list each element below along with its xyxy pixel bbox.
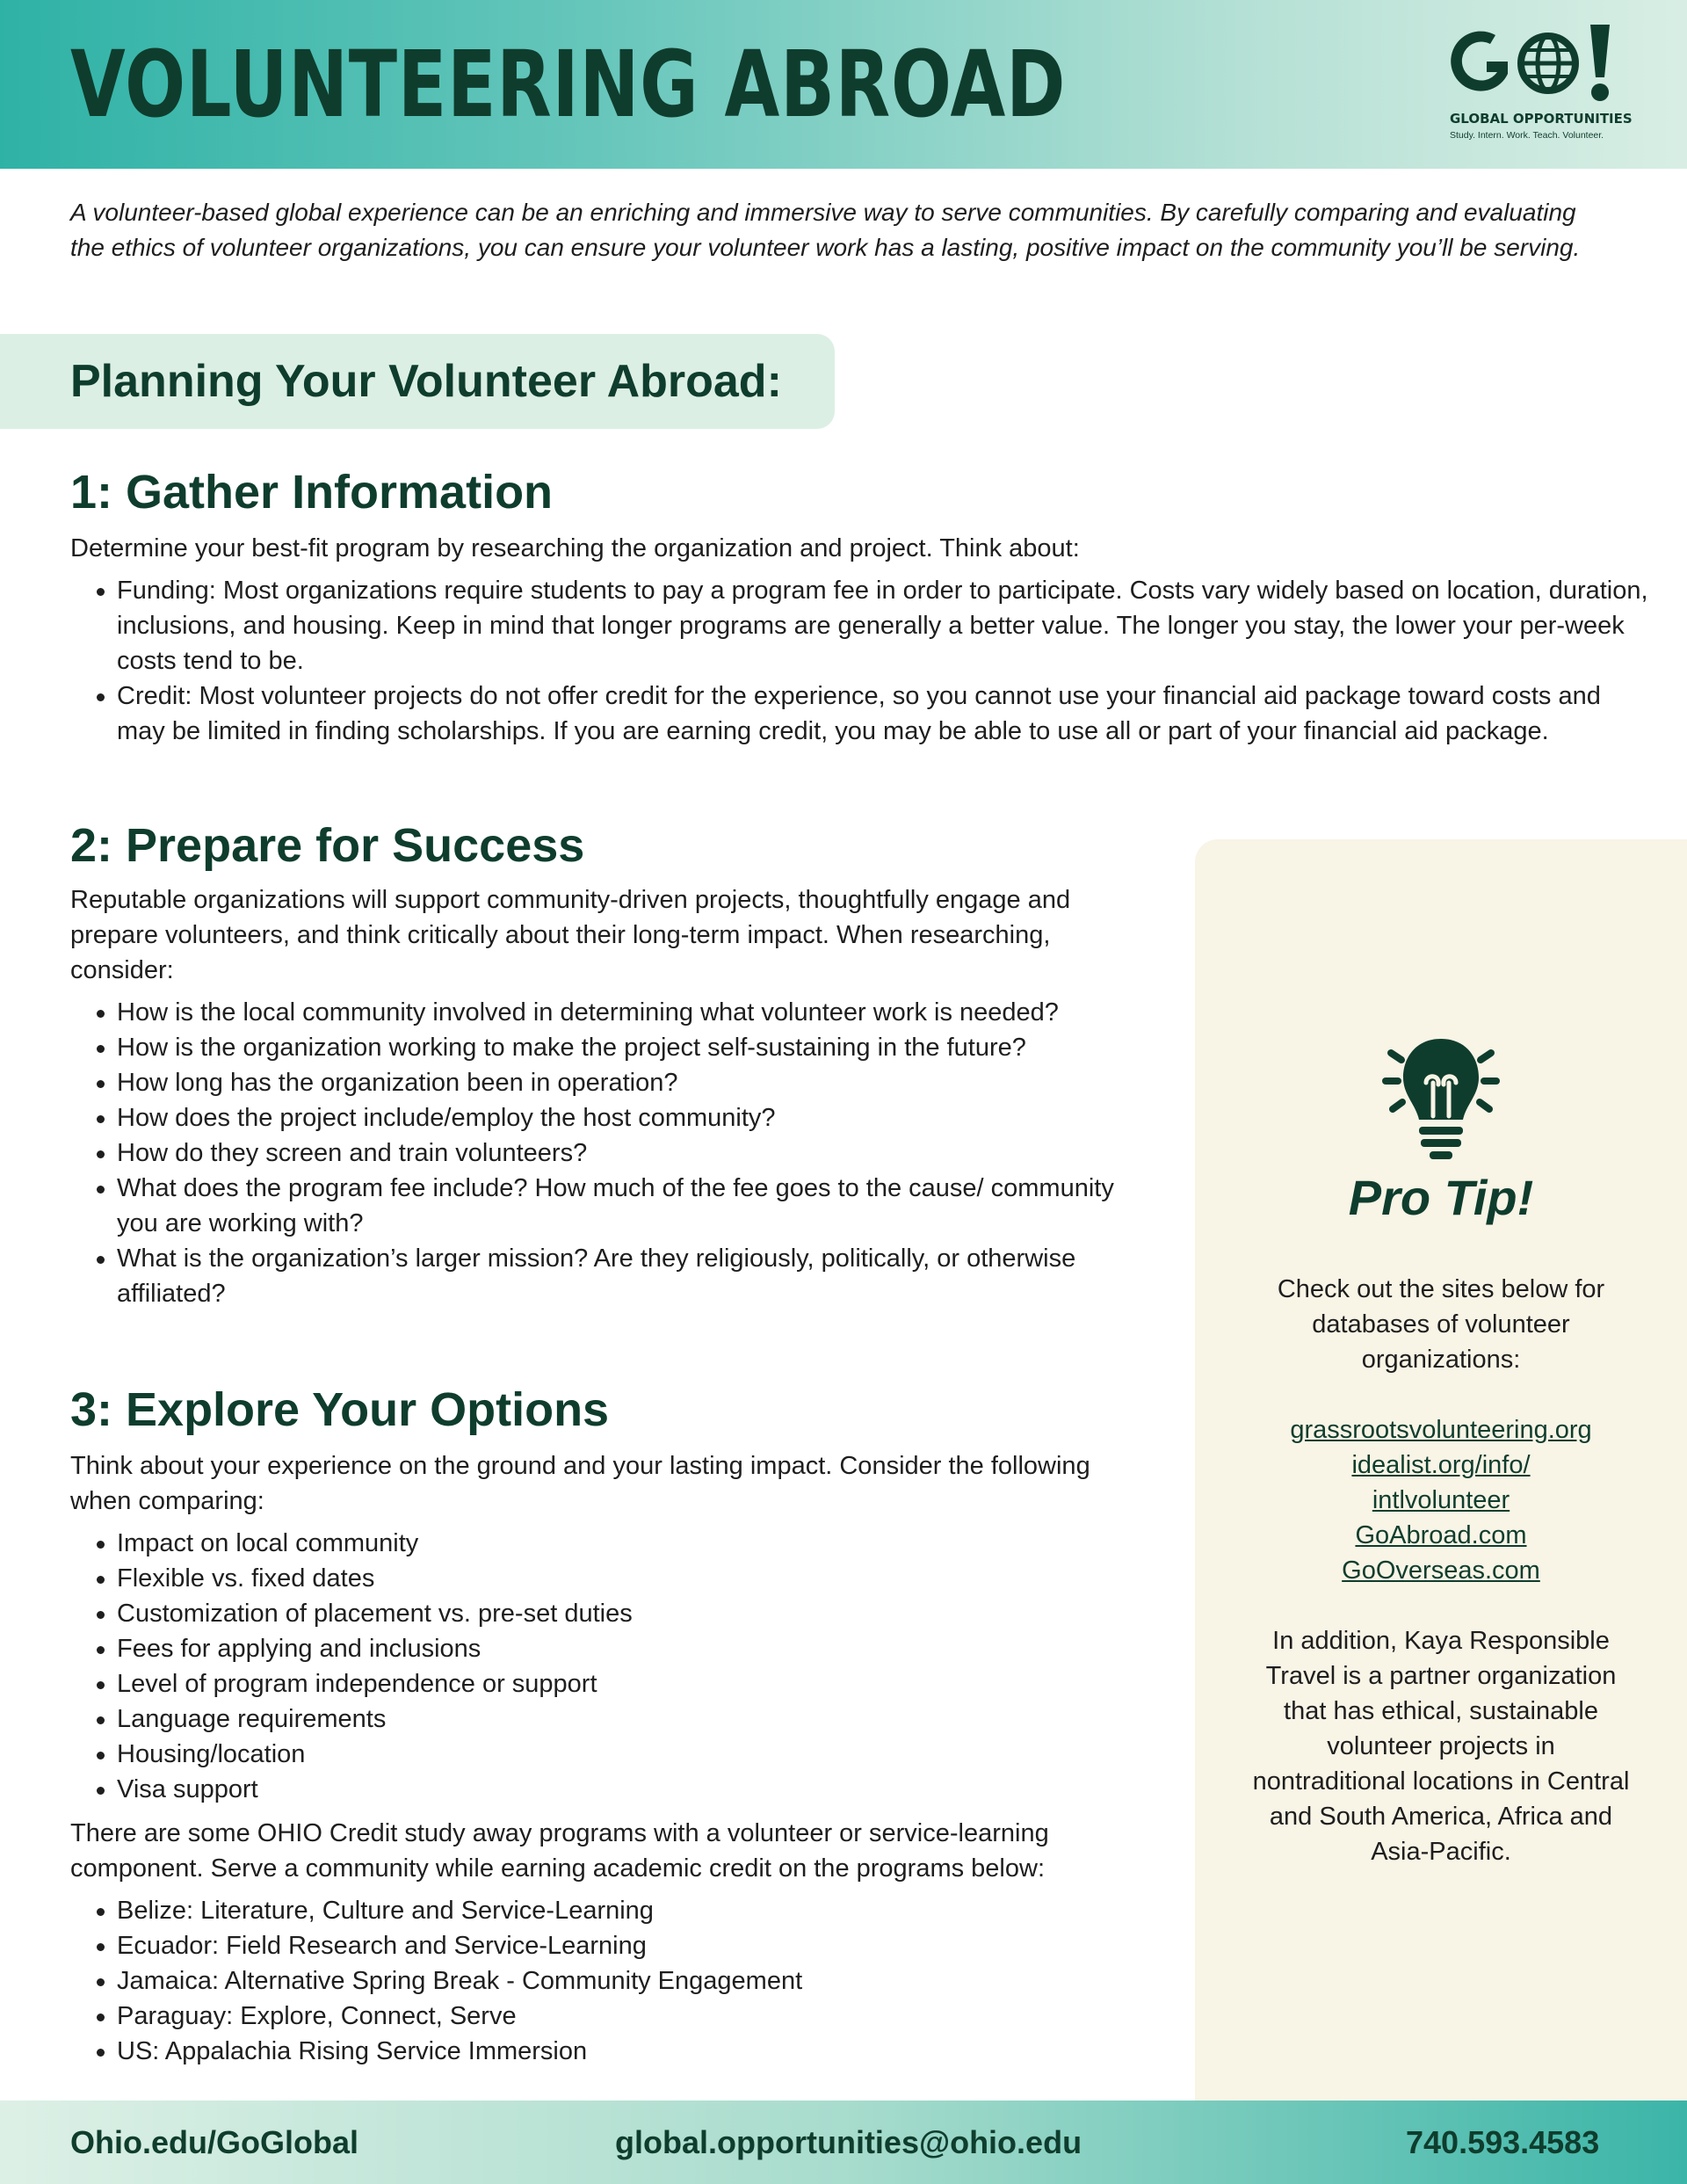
section-3-intro: Think about your experience on the ground and your lasting impact. Consider the following when comparing:: [70, 1452, 1090, 1515]
list-item: Level of program independence or support: [70, 1666, 1125, 1701]
logo-name: GLOBAL OPPORTUNITIES: [1450, 111, 1633, 127]
ohio-credit-intro: There are some OHIO Credit study away programs with a volunteer or service-learning component. Serve a community while earning academic credit on the programs below:: [70, 1819, 1049, 1883]
planning-banner: [0, 334, 835, 429]
page-footer: [0, 2101, 1687, 2184]
page-header: [0, 0, 1687, 169]
section-1-bullets: [70, 573, 1652, 749]
list-item: Fees for applying and inclusions: [70, 1631, 1125, 1666]
list-item: How is the local community involved in determining what volunteer work is needed?: [70, 995, 1125, 1030]
kaya-partner-text: In addition, Kaya Responsible Travel is a partner organization that has ethical, sustainable volunteer projects in nontraditional locations in Central and South America, Africa and Asia-Pacific.: [1252, 1627, 1630, 1866]
section-3-bullets: [70, 1526, 1125, 1807]
pro-tip-text: Check out the sites below for databases of volunteer organizations:: [1277, 1275, 1605, 1374]
list-item: US: Appalachia Rising Service Immersion: [70, 2034, 1125, 2069]
pro-tip-sidebar: [1195, 839, 1687, 2101]
footer-email[interactable]: global.opportunities@ohio.edu: [615, 2124, 1082, 2160]
section-2-bullets: [70, 995, 1125, 1311]
logo-tagline: Study. Intern. Work. Teach. Volunteer.: [1450, 130, 1604, 141]
footer-website[interactable]: Ohio.edu/GoGlobal: [70, 2124, 358, 2160]
list-item: How long has the organization been in operation?: [70, 1065, 1125, 1100]
list-item: What is the organization’s larger mission? Are they religiously, politically, or otherwise affiliated?: [70, 1241, 1125, 1311]
planning-title: Planning Your Volunteer Abroad:: [70, 356, 782, 407]
link-idealist[interactable]: idealist.org/info/ intlvolunteer: [1351, 1451, 1531, 1514]
list-item: Funding: Most organizations require students to pay a program fee in order to participate. Costs vary widely based on location, duration, inclusions, and housing. Keep in mind that longer programs are generally a better value. The longer you stay, the lower your per-week costs tend to be.: [70, 573, 1652, 678]
footer-phone[interactable]: 740.593.4583: [1406, 2124, 1600, 2160]
section-2-title: 2: Prepare for Success: [70, 819, 585, 872]
link-gooverseas[interactable]: GoOverseas.com: [1342, 1556, 1540, 1585]
list-item: Customization of placement vs. pre-set duties: [70, 1596, 1125, 1631]
go-logo-mark: [1450, 19, 1622, 107]
list-item: Belize: Literature, Culture and Service-Learning: [70, 1893, 1125, 1928]
intro-paragraph: A volunteer-based global experience can be an enriching and immersive way to serve communities. By carefully comparing and evaluating the ethics of volunteer organizations, you can ensure your volunteer work has a lasting, positive impact on the community you’ll be serving.: [70, 199, 1581, 261]
list-item: Jamaica: Alternative Spring Break - Community Engagement: [70, 1963, 1125, 1999]
pro-tip-title: Pro Tip!: [1348, 1170, 1534, 1225]
ohio-credit-programs: [70, 1893, 1125, 2069]
list-item: Ecuador: Field Research and Service-Learning: [70, 1928, 1125, 1963]
link-goabroad[interactable]: GoAbroad.com: [1355, 1521, 1527, 1549]
section-2-intro: Reputable organizations will support community-driven projects, thoughtfully engage and prepare volunteers, and think critically about their long-term impact. When researching, consider:: [70, 886, 1071, 984]
list-item: Paraguay: Explore, Connect, Serve: [70, 1999, 1125, 2034]
list-item: Housing/location: [70, 1737, 1125, 1772]
list-item: Language requirements: [70, 1701, 1125, 1737]
link-grassroots-volunteering[interactable]: grassrootsvolunteering.org: [1290, 1416, 1592, 1444]
list-item: Impact on local community: [70, 1526, 1125, 1561]
volunteer-database-links: [1230, 1412, 1652, 1588]
list-item: How is the organization working to make the project self-sustaining in the future?: [70, 1030, 1125, 1065]
list-item: How do they screen and train volunteers?: [70, 1136, 1125, 1171]
list-item: Credit: Most volunteer projects do not offer credit for the experience, so you cannot use your financial aid package toward costs and may be limited in finding scholarships. If you are earning credit, you may be able to use all or part of your financial aid package.: [70, 678, 1652, 749]
section-1-title: 1: Gather Information: [70, 466, 554, 519]
section-3-title: 3: Explore Your Options: [70, 1383, 610, 1436]
list-item: How does the project include/employ the host community?: [70, 1100, 1125, 1136]
list-item: What does the program fee include? How much of the fee goes to the cause/ community you are working with?: [70, 1171, 1125, 1241]
page-title: VOLUNTEERING ABROAD: [70, 31, 1067, 138]
list-item: Visa support: [70, 1772, 1125, 1807]
lightbulb-icon: [1366, 1028, 1516, 1178]
section-1-intro: Determine your best-fit program by researching the organization and project. Think about:: [70, 534, 1080, 562]
list-item: Flexible vs. fixed dates: [70, 1561, 1125, 1596]
global-opportunities-logo: [1450, 19, 1633, 151]
